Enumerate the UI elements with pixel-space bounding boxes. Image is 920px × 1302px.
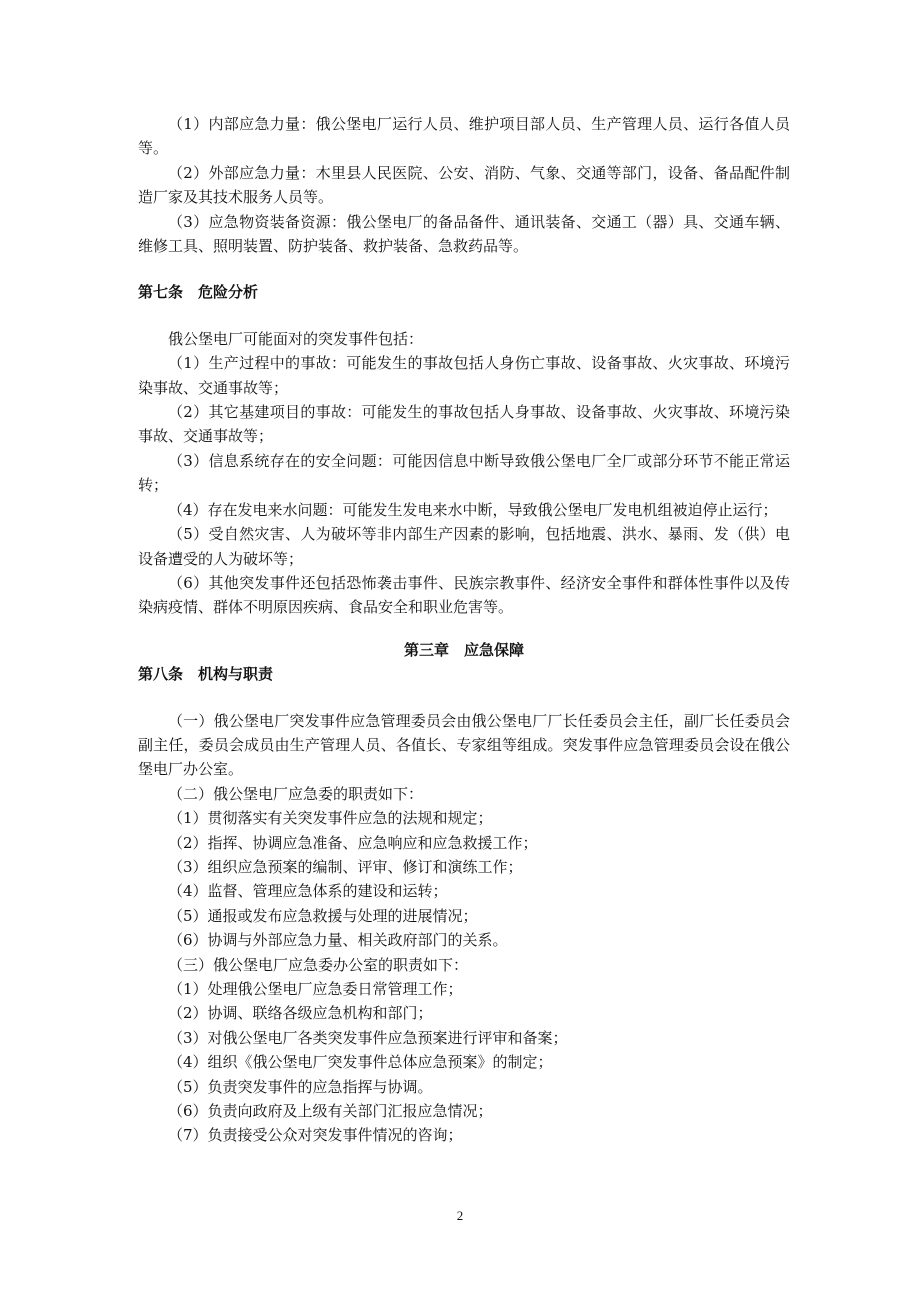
resource-item: （2）外部应急力量：木里县人民医院、公安、消防、气象、交通等部门，设备、备品配件制造厂家及其技术服务人员等。 <box>138 163 790 207</box>
duty-item: （3）组织应急预案的编制、评审、修订和演练工作； <box>168 857 523 876</box>
committee-duties-title: （二）俄公堡电厂应急委的职责如下： <box>168 784 424 803</box>
chapter-3-title: 第三章 应急保障 <box>403 640 524 659</box>
duty-item: （5）通报或发布应急救援与处理的进展情况； <box>168 906 478 925</box>
office-duty-item: （3）对俄公堡电厂各类突发事件应急预案进行评审和备案； <box>168 1028 568 1047</box>
committee-paragraph: （一）俄公堡电厂突发事件应急管理委员会由俄公堡电厂厂长任委员会主任，副厂长任委员会副主任，委员会成员由生产管理人员、各值长、专家组等组成。突发事件应急管理委员会设在俄公堡电厂办公室。 <box>138 711 790 779</box>
resource-item: （1）内部应急力量：俄公堡电厂运行人员、维护项目部人员、生产管理人员、运行各值人员等。 <box>138 115 790 158</box>
resource-item: （3）应急物资装备资源：俄公堡电厂的备品备件、通讯装备、交通工（器）具、交通车辆、维修工具、照明装置、防护装备、救护装备、急救药品等。 <box>138 212 790 256</box>
article-7-heading: 第七条 危险分析 <box>138 283 259 302</box>
office-duty-item: （1）处理俄公堡电厂应急委日常管理工作； <box>168 980 463 998</box>
office-duty-item: （4）组织《俄公堡电厂突发事件总体应急预案》的制定； <box>168 1053 553 1072</box>
article-7-intro: 俄公堡电厂可能面对的突发事件包括： <box>168 329 424 348</box>
office-duty-item: （6）负责向政府及上级有关部门汇报应急情况； <box>168 1102 493 1121</box>
duty-item: （2）指挥、协调应急准备、应急响应和应急救援工作； <box>168 833 538 852</box>
risk-item: （6）其他突发事件还包括恐怖袭击事件、民族宗教事件、经济安全事件和群体性事件以及传染病疫情、群体不明原因疾病、食品安全和职业危害等。 <box>138 573 790 617</box>
page-number: 2 <box>456 1208 464 1223</box>
duty-item: （4）监督、管理应急体系的建设和运转； <box>168 882 448 901</box>
risk-item: （3）信息系统存在的安全问题：可能因信息中断导致俄公堡电厂全厂或部分环节不能正常运转； <box>138 451 790 495</box>
duty-item: （1）贯彻落实有关突发事件应急的法规和规定； <box>168 809 493 828</box>
office-duty-item: （5）负责突发事件的应急指挥与协调。 <box>168 1077 433 1096</box>
risk-item: （4）存在发电来水问题：可能发生发电来水中断，导致俄公堡电厂发电机组被迫停止运行； <box>168 500 778 519</box>
article-8-heading: 第八条 机构与职责 <box>138 665 274 684</box>
risk-item: （5）受自然灾害、人为破坏等非内部生产因素的影响，包括地震、洪水、暴雨、发（供）电设备遭受的人为破坏等； <box>138 525 790 568</box>
page-body <box>138 112 790 1148</box>
risk-item: （2）其它基建项目的事故：可能发生的事故包括人身事故、设备事故、火灾事故、环境污染事故、交通事故等； <box>138 403 790 446</box>
office-duty-item: （2）协调、联络各级应急机构和部门； <box>168 1004 433 1023</box>
office-duty-item: （7）负责接受公众对突发事件情况的咨询； <box>168 1126 463 1145</box>
duty-item: （6）协调与外部应急力量、相关政府部门的关系。 <box>168 931 508 950</box>
risk-item: （1）生产过程中的事故：可能发生的事故包括人身伤亡事故、设备事故、火灾事故、环境污染事故、交通事故等； <box>138 354 790 397</box>
office-duties-title: （三）俄公堡电厂应急委办公室的职责如下： <box>168 955 469 974</box>
